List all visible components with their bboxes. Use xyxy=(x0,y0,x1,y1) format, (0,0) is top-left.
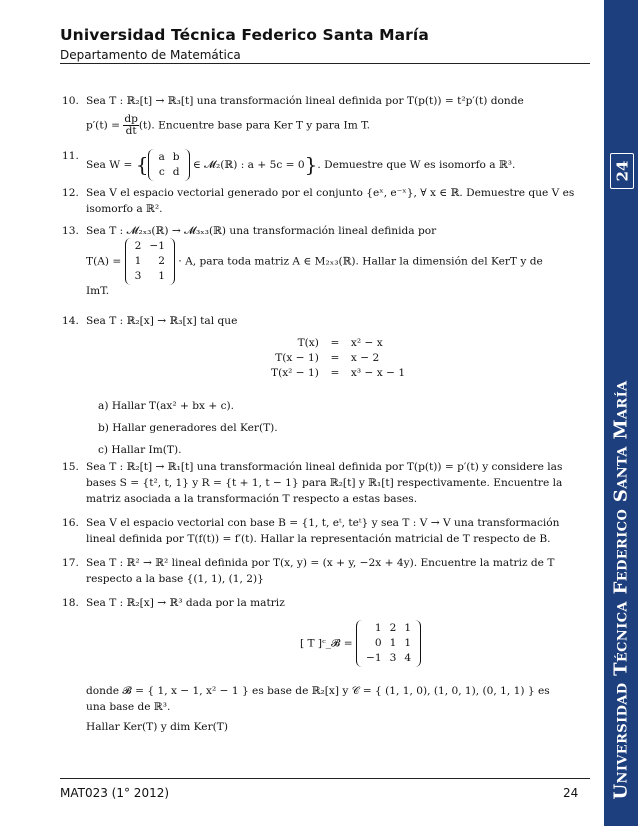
matrix-13: 2 −1 1 2 3 1 xyxy=(125,238,175,285)
equation-system: T(x) = x² − x T(x − 1) = x − 2 T(x² − 1) = x³ − x − 1 xyxy=(271,337,406,379)
matrix-18: 1 2 1 0 1 1 −1 3 4 xyxy=(356,620,421,667)
header-rule xyxy=(60,63,590,64)
department-title: Departamento de Matemática xyxy=(60,48,241,62)
page-header xyxy=(60,26,429,62)
footer-rule xyxy=(60,778,590,779)
footer-course: MAT023 (1° 2012) xyxy=(60,786,170,800)
footer-page-number: 24 xyxy=(563,786,579,800)
side-university-name: Universidad Técnica Federico Santa María xyxy=(610,380,632,800)
side-page-number: 24 xyxy=(610,153,634,189)
university-title: Universidad Técnica Federico Santa María xyxy=(60,26,429,44)
